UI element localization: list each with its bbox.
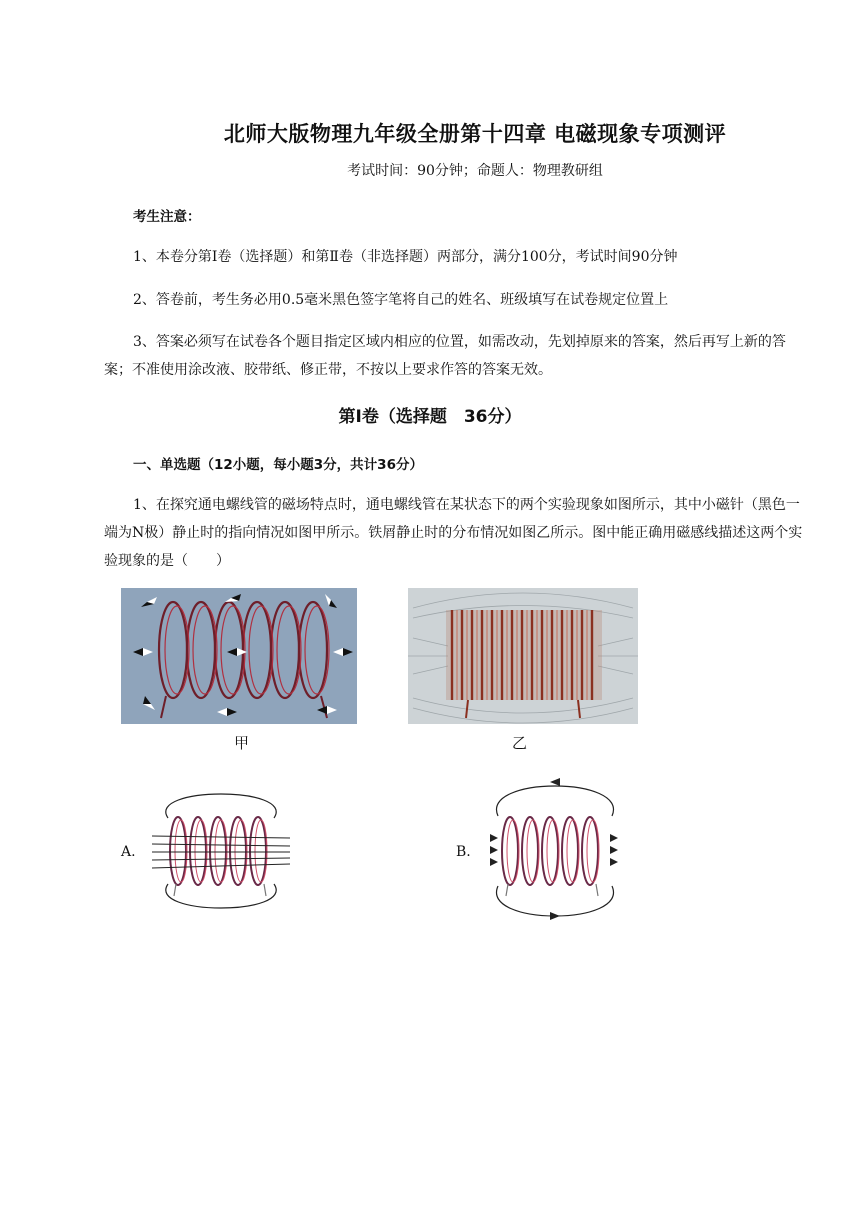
notice-heading: 考生注意：	[133, 209, 201, 225]
option-b-label[interactable]: B.	[456, 844, 471, 860]
question-1-text: 1、在探究通电螺线管的磁场特点时，通电螺线管在某状态下的两个实验现象如图所示，其中小磁针（黑色一端为N极）静止时的指向情况如图甲所示。铁屑静止时的分布情况如图乙所示。图中能正确用磁感线描述这两个实验现象的是（ ）	[104, 497, 803, 569]
exam-info: 考试时间：90分钟；命题人：物理教研组	[347, 163, 603, 179]
option-a-label[interactable]: A.	[121, 844, 136, 860]
notice-item-3: 3、答案必须写在试卷各个题目指定区域内相应的位置，如需改动，先划掉原来的答案，然后再写上新的答案；不准使用涂改液、胶带纸、修正带，不按以上要求作答的答案无效。	[104, 334, 786, 378]
option-a-diagram[interactable]	[146, 776, 296, 926]
section-subheading: 一、单选题（12小题，每小题3分，共计36分）	[133, 457, 423, 473]
section-title: 第Ⅰ卷（选择题 36分）	[338, 407, 522, 427]
notice-item-1: 1、本卷分第Ⅰ卷（选择题）和第Ⅱ卷（非选择题）两部分，满分100分，考试时间90分钟	[133, 249, 678, 265]
figure-jia-caption: 甲	[234, 734, 250, 752]
notice-item-2: 2、答卷前，考生务必用0.5毫米黑色签字笔将自己的姓名、班级填写在试卷规定位置上	[133, 292, 669, 308]
figure-jia-photo	[121, 588, 357, 724]
figure-yi-photo	[408, 588, 638, 724]
figure-yi-caption: 乙	[512, 734, 528, 752]
page-title: 北师大版物理九年级全册第十四章 电磁现象专项测评	[223, 122, 727, 146]
option-b-diagram[interactable]	[480, 776, 630, 926]
